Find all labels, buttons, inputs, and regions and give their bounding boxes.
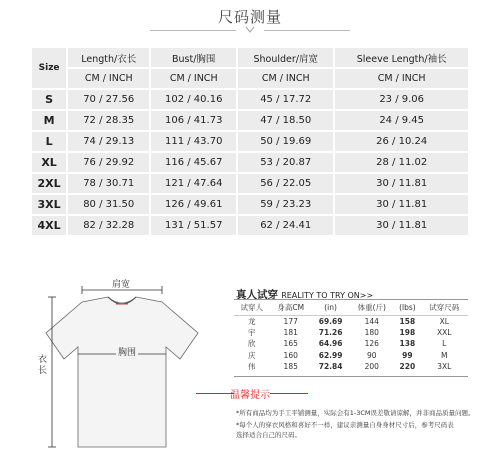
tips-line: 选择适合自己的尺码。: [236, 431, 301, 439]
table-cell: 59 / 23.23: [238, 195, 333, 214]
table-cell: 180: [364, 327, 379, 337]
table-row: [32, 90, 468, 109]
table-cell: 121 / 47.64: [151, 174, 236, 193]
size-label: M: [32, 111, 66, 130]
column-header: Sleeve Length/袖长: [335, 48, 468, 67]
column-header: Length/衣长: [68, 48, 149, 67]
table-cell: 106 / 41.73: [151, 111, 236, 130]
table-row: [234, 338, 468, 350]
fit-table: [234, 301, 468, 373]
column-header: 试穿人: [234, 301, 270, 315]
table-cell: XXL: [437, 327, 452, 337]
table-cell: XL: [439, 316, 449, 326]
table-cell: 198: [399, 327, 416, 337]
table-row: [234, 315, 468, 327]
table-cell: 80 / 31.50: [68, 195, 149, 214]
table-cell: 158: [399, 316, 416, 326]
table-cell: 70 / 27.56: [68, 90, 149, 109]
title-divider-left: [150, 30, 236, 31]
unit-label: CM / INCH: [151, 69, 236, 88]
size-table-header-row: [32, 48, 468, 67]
tips-title: 温馨提示: [230, 390, 270, 401]
page-title-wrap: [0, 6, 500, 27]
table-cell: 200: [364, 362, 379, 372]
table-row: [234, 361, 468, 373]
table-cell: 26 / 10.24: [335, 132, 468, 151]
table-cell: 116 / 45.67: [151, 153, 236, 172]
table-cell: 144: [364, 316, 379, 326]
table-row: [32, 174, 468, 193]
table-cell: 111 / 43.70: [151, 132, 236, 151]
table-cell: 30 / 11.81: [335, 195, 468, 214]
table-cell: 99: [402, 350, 413, 360]
table-cell: 74 / 29.13: [68, 132, 149, 151]
table-cell: 78 / 30.71: [68, 174, 149, 193]
table-cell: L: [442, 339, 447, 349]
table-cell: 72.84: [318, 362, 343, 372]
size-header: Size: [32, 48, 66, 88]
table-cell: 23 / 9.06: [335, 90, 468, 109]
table-row: [32, 195, 468, 214]
chevron-down-icon: [245, 26, 255, 34]
size-label: 2XL: [32, 174, 66, 193]
size-table-unit-row: [32, 69, 468, 88]
fit-header-row: [234, 301, 468, 315]
table-cell: 龙: [248, 316, 256, 326]
table-cell: 177: [283, 316, 298, 326]
size-label: XL: [32, 153, 66, 172]
column-header: 试穿尺码: [421, 301, 469, 315]
table-cell: 131 / 51.57: [151, 216, 236, 235]
fit-title-en: REALITY TO TRY ON>>: [281, 291, 374, 300]
table-row: [32, 132, 468, 151]
table-cell: 28 / 11.02: [335, 153, 468, 172]
table-cell: 126 / 49.61: [151, 195, 236, 214]
table-cell: 47 / 18.50: [238, 111, 333, 130]
unit-label: CM / INCH: [68, 69, 149, 88]
unit-label: CM / INCH: [335, 69, 468, 88]
tshirt-diagram: [30, 275, 210, 455]
chest-label: 胸围: [116, 345, 138, 358]
table-cell: 宇: [248, 327, 256, 337]
table-row: [234, 350, 468, 362]
table-cell: 160: [283, 350, 298, 360]
table-cell: 3XL: [437, 362, 452, 372]
size-label: L: [32, 132, 66, 151]
table-cell: 90: [367, 350, 377, 360]
column-header: Bust/胸围: [151, 48, 236, 67]
length-label: 衣长: [38, 355, 48, 376]
tips-title-wrap: [0, 386, 500, 401]
unit-label: CM / INCH: [238, 69, 333, 88]
table-cell: 76 / 29.92: [68, 153, 149, 172]
table-cell: 30 / 11.81: [335, 174, 468, 193]
column-header: (in): [312, 301, 350, 315]
table-cell: 82 / 32.28: [68, 216, 149, 235]
column-header: Shoulder/肩宽: [238, 48, 333, 67]
fit-table-box: [234, 299, 468, 377]
table-cell: 138: [399, 339, 416, 349]
table-row: [32, 216, 468, 235]
table-cell: 69.69: [318, 316, 343, 326]
table-cell: M: [441, 350, 448, 360]
table-cell: 181: [283, 327, 298, 337]
table-row: [32, 153, 468, 172]
size-label: 3XL: [32, 195, 66, 214]
table-cell: 庆: [248, 350, 256, 360]
table-cell: 71.26: [318, 327, 343, 337]
table-cell: 欣: [248, 339, 256, 349]
table-cell: 伟: [248, 362, 256, 372]
size-label: 4XL: [32, 216, 66, 235]
table-row: [32, 111, 468, 130]
shoulder-label: 肩宽: [112, 280, 131, 290]
table-cell: 50 / 19.69: [238, 132, 333, 151]
column-header: (lbs): [394, 301, 420, 315]
page-title: 尺码测量: [217, 8, 282, 26]
table-cell: 165: [283, 339, 298, 349]
table-cell: 24 / 9.45: [335, 111, 468, 130]
tips-line: *每个人的穿衣风格和喜好不一样，建议亲测量自身身材尺寸后，参考尺码表: [236, 421, 454, 429]
table-cell: 102 / 40.16: [151, 90, 236, 109]
table-cell: 220: [399, 362, 416, 372]
fit-title-cn: 真人试穿: [236, 289, 278, 301]
table-cell: 185: [283, 362, 298, 372]
table-cell: 53 / 20.87: [238, 153, 333, 172]
table-cell: 126: [364, 339, 379, 349]
table-cell: 62 / 24.41: [238, 216, 333, 235]
tips-line: *所有商品均为手工平铺测量，实际会有1-3CM误差敬请谅解，并非商品质量问题。: [236, 409, 475, 417]
size-table: [30, 46, 470, 237]
table-row: [234, 327, 468, 339]
table-cell: 30 / 11.81: [335, 216, 468, 235]
column-header: 身高CM: [270, 301, 312, 315]
table-cell: 72 / 28.35: [68, 111, 149, 130]
column-header: 体重(斤): [349, 301, 394, 315]
table-cell: 64.96: [318, 339, 343, 349]
title-divider-right: [264, 30, 350, 31]
size-label: S: [32, 90, 66, 109]
table-cell: 62.99: [318, 350, 343, 360]
table-cell: 56 / 22.05: [238, 174, 333, 193]
tshirt-icon: [30, 275, 210, 455]
table-cell: 45 / 17.72: [238, 90, 333, 109]
tips-divider-right: [270, 393, 308, 394]
